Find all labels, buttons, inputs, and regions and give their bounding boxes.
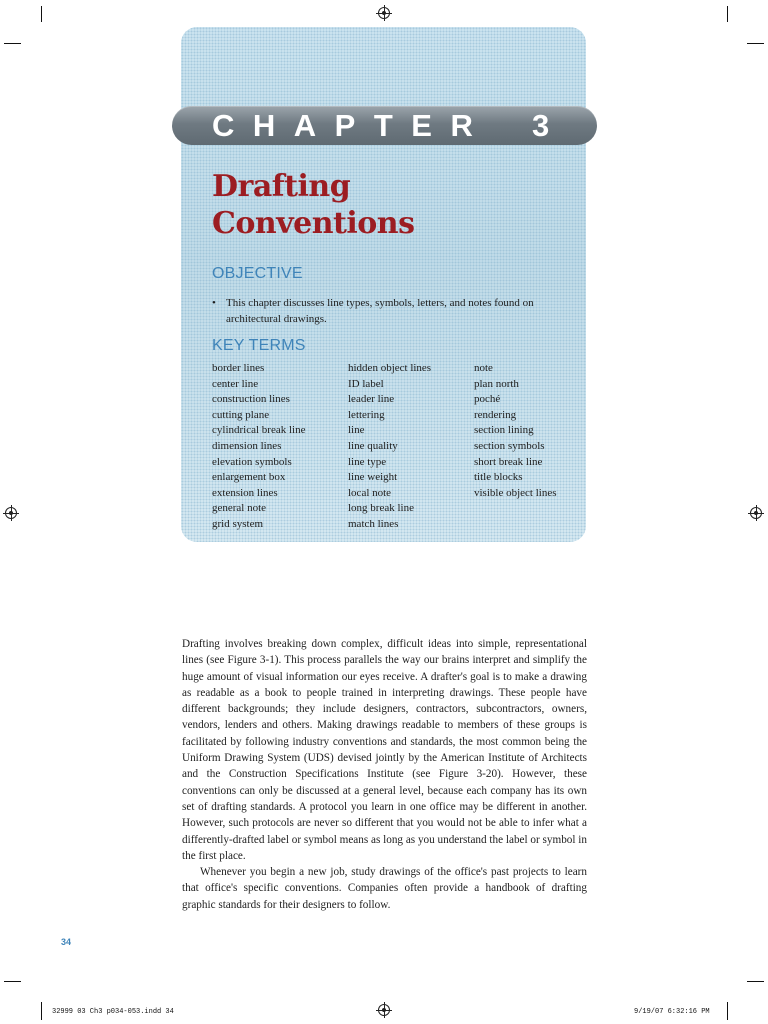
key-term: short break line: [474, 455, 543, 468]
slug-date: 9/19/07 6:32:16 PM: [634, 1008, 710, 1016]
key-term: line quality: [348, 439, 398, 452]
crop-mark: [41, 1002, 42, 1020]
key-term: match lines: [348, 517, 399, 530]
crop-mark: [41, 6, 42, 22]
key-term: cylindrical break line: [212, 424, 306, 437]
objective-item: [212, 295, 552, 327]
body-paragraph: Whenever you begin a new job, study drawings of the office's past projects to learn that office's specific conventions. Companies often provide a handbook of drafting graphic standards for their designers to follow.: [182, 866, 587, 911]
chapter-number: 3: [532, 108, 550, 143]
crop-mark: [727, 6, 728, 22]
key-term: hidden object lines: [348, 362, 432, 374]
page-number: 34: [61, 937, 72, 947]
registration-mark-icon: [750, 507, 762, 519]
key-term: cutting plane: [212, 408, 270, 421]
key-term: long break line: [348, 502, 414, 515]
key-term: local note: [348, 486, 392, 499]
key-term: section symbols: [474, 439, 545, 452]
key-terms-column-3: [474, 361, 556, 501]
key-term: construction lines: [212, 393, 290, 406]
key-term: section lining: [474, 424, 534, 437]
key-term: ID label: [348, 377, 384, 390]
chapter-title: [212, 168, 572, 242]
crop-mark: [747, 981, 764, 982]
body-text: [182, 636, 587, 913]
objective-heading: OBJECTIVE: [212, 265, 303, 282]
key-term: note: [474, 362, 493, 374]
key-term: general note: [212, 502, 267, 515]
key-term: grid system: [212, 517, 264, 530]
crop-mark: [727, 1002, 728, 1020]
crop-mark: [747, 43, 764, 44]
registration-mark-icon: [378, 1004, 390, 1016]
crop-mark: [4, 981, 21, 982]
key-term: dimension lines: [212, 439, 282, 452]
registration-mark-icon: [378, 7, 390, 19]
key-term: border lines: [212, 362, 265, 374]
key-terms-column-2: [348, 361, 431, 533]
key-term: line type: [348, 455, 387, 468]
key-term: center line: [212, 377, 259, 390]
crop-mark: [4, 43, 21, 44]
objective-text: This chapter discusses line types, symbols, letters, and notes found on architectural drawings.: [226, 297, 534, 325]
key-term: visible object lines: [474, 486, 557, 499]
chapter-label: CHAPTER: [212, 108, 492, 143]
body-paragraph: Drafting involves breaking down complex, difficult ideas into simple, representational lines (see Figure 3-1). This process parallels the way our brains interpret and simplify the huge amount of visual information our eyes receive. A drafter's goal is to make a drawing as readable as a book to people trained in interpreting drawings. These people have different backgrounds; they include designers, contractors, subcontractors, owners, vendors, lenders and others. Making drawings readable to members of these groups is facilitated by following industry conventions and standards, the most common being the Uniform Drawing System (UDS) devised jointly by the American Institute of Architects and the Construction Specifications Institute (see Figure 3-20). However, these conventions can only be discussed at a general level, because each company has its own set of drafting standards. A protocol you learn in one office may be different in another. However, such protocols are never so different that you would not be able to infer what a differently-drafted label or symbol means as long as you understand the label or symbol in the first place.: [182, 638, 587, 862]
key-terms-column-1: [212, 361, 305, 533]
key-term: title blocks: [474, 471, 523, 484]
chapter-title-line: Drafting: [212, 169, 351, 204]
key-term: poché: [474, 393, 501, 406]
key-term: plan north: [474, 377, 519, 390]
bullet-icon: •: [212, 297, 216, 309]
key-terms-heading: KEY TERMS: [212, 337, 306, 354]
key-term: lettering: [348, 408, 385, 421]
key-term: line weight: [348, 471, 398, 484]
key-term: elevation symbols: [212, 455, 292, 468]
registration-mark-icon: [5, 507, 17, 519]
key-term: rendering: [474, 408, 517, 421]
key-term: enlargement box: [212, 471, 286, 484]
key-term: leader line: [348, 393, 395, 406]
key-term: line: [348, 424, 365, 437]
key-term: extension lines: [212, 486, 278, 499]
slug-filename: 32999 03 Ch3 p034-053.indd 34: [52, 1008, 174, 1016]
chapter-title-line: Conventions: [212, 206, 415, 241]
